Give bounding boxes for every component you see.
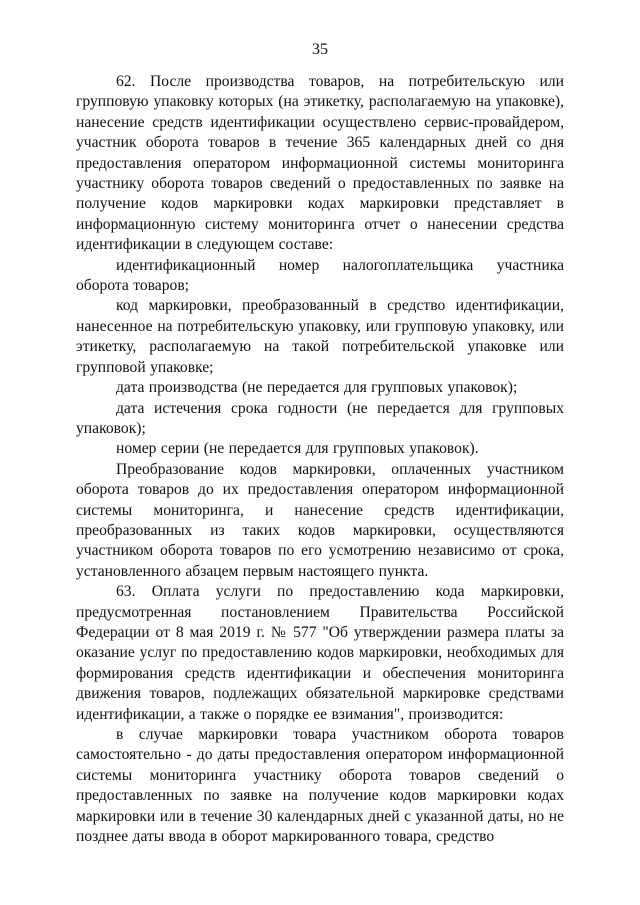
page-number: 35 bbox=[312, 41, 328, 58]
paragraph-62-intro: 62. После производства товаров, на потребительскую или групповую упаковку которых (на этикетку, располагаемую на упаковке), нанесение средств идентификации осуществлено сервис-провайдером, участник оборота товаров в течение 365 календарных дней со дня предоставления оператором информационной системы мониторинга участнику оборота товаров сведений о предоставленных по заявке на получение кодов маркировки кодах маркировки представляет в информационную систему мониторинга отчет о нанесении средства идентификации в следующем составе: bbox=[76, 73, 564, 254]
paragraph-63-self-marking: в случае маркировки товара участником оборота товаров самостоятельно - до даты предоставления оператором информационной системы мониторинга участнику оборота товаров сведений о предоставленных по заявке на получение кодов маркировки кодах маркировки или в течение 30 календарных дней с указанной даты, но не позднее даты ввода в оборот маркированного товара, средство bbox=[76, 726, 564, 846]
list-item-taxpayer-id: идентификационный номер налогоплательщика участника оборота товаров; bbox=[76, 256, 564, 295]
paragraph-63-intro: 63. Оплата услуги по предоставлению кода маркировки, предусмотренная постановлением Правительства Российской Федерации от 8 мая 2019 г. № 577 "Об утверждении размера платы за оказание услуг по предоставлению кодов маркировки, необходимых для формирования средств идентификации и обеспечения мониторинга движения товаров, подлежащих обязательной маркировке средствами идентификации, а также о порядке ее взимания", производится: bbox=[76, 583, 564, 723]
list-item-expiry-date: дата истечения срока годности (не передается для групповых упаковок); bbox=[76, 399, 564, 437]
document-body bbox=[76, 72, 564, 847]
list-item-production-date: дата производства (не передается для групповых упаковок); bbox=[116, 379, 518, 397]
list-item-marking-code: код маркировки, преобразованный в средство идентификации, нанесенное на потребительскую упаковку, или групповую упаковку, или этикетку, располагаемую на такой потребительской упаковке или групповой упаковке; bbox=[76, 297, 564, 376]
paragraph-code-conversion: Преобразование кодов маркировки, оплаченных участником оборота товаров до их предоставления оператором информационной системы мониторинга, и нанесение средств идентификации, преобразованных из таких кодов маркировки, осуществляются участником оборота товаров по его усмотрению независимо от срока, установленного абзацем первым настоящего пункта. bbox=[76, 460, 564, 580]
list-item-series-number: номер серии (не передается для групповых упаковок). bbox=[116, 440, 479, 458]
